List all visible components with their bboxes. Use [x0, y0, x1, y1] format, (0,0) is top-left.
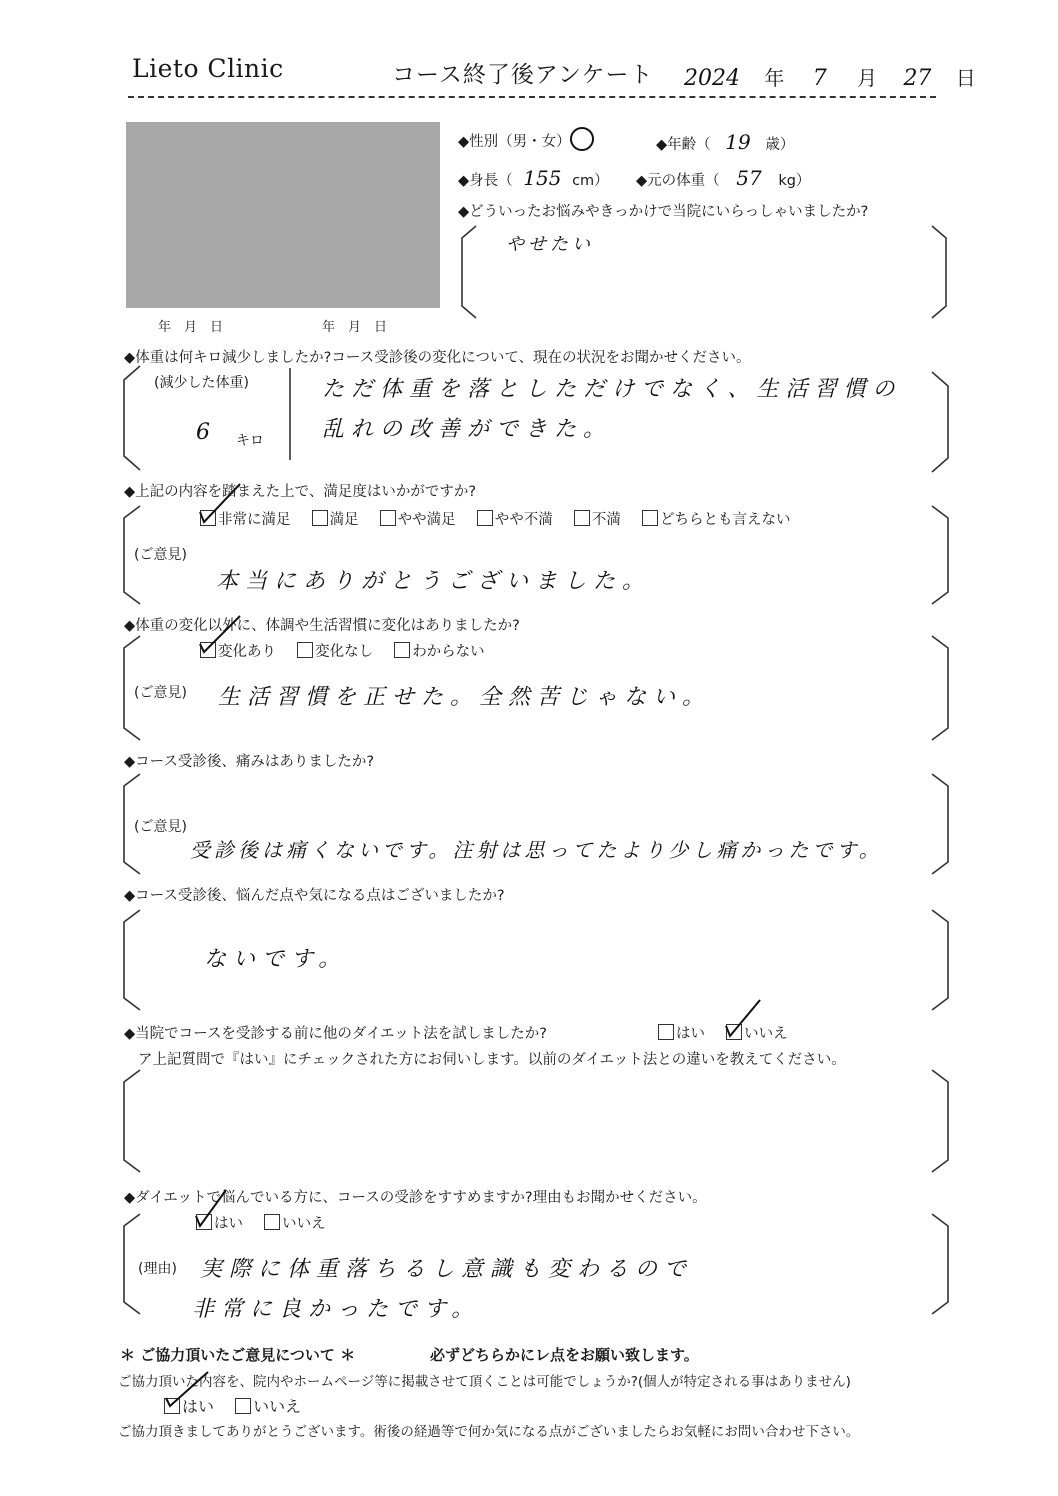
condition-option[interactable]: わからない: [394, 644, 485, 660]
consent-yes[interactable]: はい: [164, 1397, 214, 1416]
recommend-no[interactable]: いいえ: [264, 1216, 326, 1232]
pain-answer: 受診後は痛くないです。注射は思ってたより少し痛かったです。: [190, 838, 883, 862]
satisfaction-option[interactable]: やや満足: [380, 512, 456, 528]
month-label: 月: [857, 66, 878, 90]
satisfaction-answer: 本当にありがとうございました。: [216, 569, 652, 594]
condition-opinion-label: (ご意見): [134, 685, 187, 701]
day-label: 日: [955, 66, 976, 90]
height-value: 155: [523, 166, 562, 190]
satisfaction-option[interactable]: やや不満: [477, 512, 553, 528]
age-value: 19: [725, 130, 751, 154]
weight-label-prefix: ◆元の体重（: [636, 173, 720, 189]
recommend-question: ◆ダイエットで悩んでいる方に、コースの受診をすすめますか?理由もお聞かせください。: [124, 1190, 707, 1206]
condition-option[interactable]: 変化あり: [200, 644, 276, 660]
motivation-answer: やせたい: [506, 234, 594, 255]
satisfaction-option[interactable]: どちらとも言えない: [642, 512, 791, 528]
weight-lost-unit: キロ: [236, 433, 264, 449]
bracket-left: [124, 636, 140, 740]
other-diet-question: ◆当院でコースを受診する前に他のダイエット法を試しましたか?: [124, 1026, 547, 1042]
weight-answer-line2: 乱れの改善ができた。: [322, 417, 613, 442]
bracket-right: [932, 774, 948, 874]
bracket-right: [932, 1214, 948, 1314]
bracket-left: [462, 226, 476, 318]
condition-question: ◆体重の変化以外に、体調や生活習慣に変化はありましたか?: [124, 618, 520, 634]
date-year: 2024: [684, 66, 740, 91]
recommend-reason-label: (理由): [138, 1261, 177, 1277]
check-mark: [726, 1000, 760, 1036]
height-label-prefix: ◆身長（: [458, 173, 513, 189]
gender-field: ◆性別（男・女）: [458, 134, 571, 150]
satisfaction-question: ◆上記の内容を踏まえた上で、満足度はいかがですか?: [124, 484, 477, 500]
photo-date-before: 年 月 日: [158, 320, 224, 335]
gender-circle: [571, 128, 593, 150]
height-label-suffix: cm）: [572, 173, 609, 189]
condition-answer: 生活習慣を正せた。全然苦じゃない。: [218, 685, 712, 710]
weight-value: 57: [736, 166, 762, 190]
footer-heading-left: ＊ ご協力頂いたご意見について ＊: [120, 1346, 356, 1364]
other-diet-followup: ア上記質問で『はい』にチェックされた方にお伺いします。以前のダイエット法との違いを教えてください。: [138, 1052, 846, 1068]
check-mark: [196, 1190, 226, 1226]
other-diet-yes[interactable]: はい: [658, 1026, 705, 1042]
weight-loss-question: ◆体重は何キロ減少しましたか?コース受診後の変化について、現在の状況をお聞かせください。: [124, 350, 751, 366]
bracket-right: [932, 372, 948, 472]
bracket-left: [124, 506, 140, 604]
satisfaction-opinion-label: (ご意見): [134, 547, 187, 563]
photo-date-after: 年 月 日: [322, 320, 388, 335]
bracket-right: [932, 910, 948, 1010]
bracket-right: [932, 506, 948, 604]
consent-question: ご協力頂いた内容を、院内やホームページ等に掲載させて頂くことは可能でしょうか?(個人が特定される事はありません): [118, 1374, 851, 1390]
condition-option[interactable]: 変化なし: [297, 644, 373, 660]
bracket-right: [932, 226, 946, 318]
motivation-question: ◆どういったお悩みやきっかけで当院にいらっしゃいましたか?: [458, 204, 869, 220]
bracket-left: [124, 1214, 140, 1314]
pain-question: ◆コース受診後、痛みはありましたか?: [124, 754, 375, 770]
weight-answer-line1: ただ体重を落としただけでなく、生活習慣の: [322, 377, 902, 402]
age-label-prefix: ◆年齢（: [656, 137, 711, 153]
footer-heading-right: 必ずどちらかにレ点をお願い致します。: [430, 1346, 699, 1364]
bracket-right: [932, 1070, 948, 1172]
recommend-answer-line1: 実際に体重落ちるし意識も変わるので: [200, 1257, 694, 1282]
year-label: 年: [764, 66, 785, 90]
other-diet-no[interactable]: いいえ: [726, 1026, 788, 1042]
weight-lost-value: 6: [196, 420, 210, 445]
date-day: 27: [903, 66, 932, 91]
check-mark: [200, 484, 240, 522]
concern-answer: ないです。: [204, 947, 348, 972]
bracket-left: [124, 1070, 140, 1172]
satisfaction-option[interactable]: 非常に満足: [200, 512, 291, 528]
bracket-right: [932, 636, 948, 740]
recommend-yes[interactable]: はい: [196, 1216, 243, 1232]
consent-no[interactable]: いいえ: [235, 1397, 301, 1416]
satisfaction-option[interactable]: 満足: [312, 512, 359, 528]
weight-lost-label: (減少した体重): [154, 375, 249, 391]
check-mark: [166, 1372, 208, 1406]
weight-label-suffix: kg）: [778, 173, 811, 189]
age-label-suffix: 歳）: [765, 137, 795, 153]
thanks-note: ご協力頂きましてありがとうございます。術後の経過等で何か気になる点がございましたらお気軽にお問い合わせ下さい。: [118, 1424, 860, 1440]
clinic-name: Lieto Clinic: [132, 54, 284, 83]
bracket-left: [124, 910, 140, 1010]
check-mark: [200, 616, 240, 652]
form-title: コース終了後アンケート: [392, 62, 654, 88]
bracket-left: [124, 774, 140, 874]
bracket-left: [124, 366, 140, 470]
concern-question: ◆コース受診後、悩んだ点や気になる点はございましたか?: [124, 888, 505, 904]
satisfaction-option[interactable]: 不満: [574, 512, 621, 528]
date-month: 7: [812, 66, 827, 91]
pain-opinion-label: (ご意見): [134, 819, 187, 835]
recommend-answer-line2: 非常に良かったです。: [192, 1297, 481, 1322]
